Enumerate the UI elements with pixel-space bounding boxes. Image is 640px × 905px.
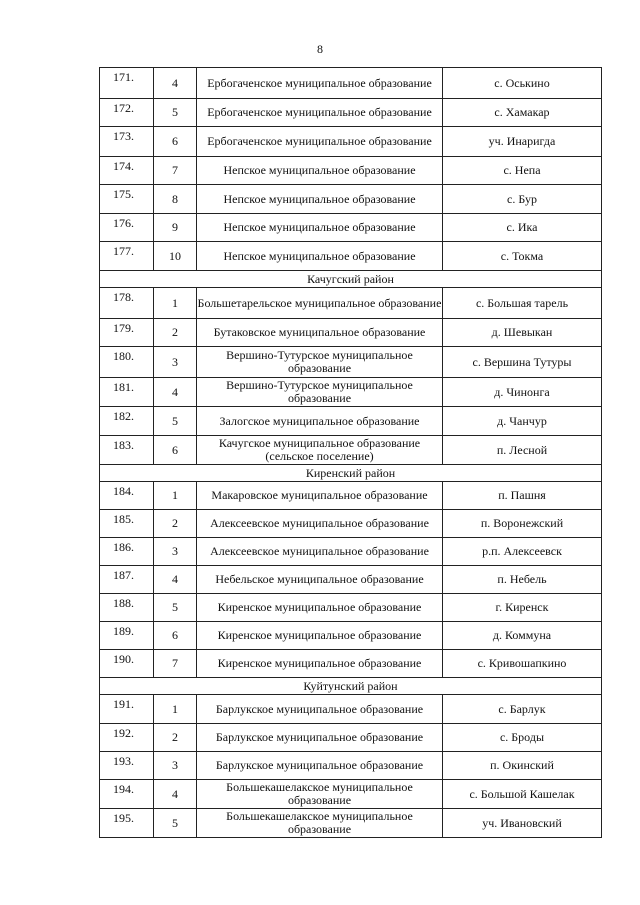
table-body — [100, 68, 602, 838]
table-row — [100, 510, 602, 538]
table-row — [100, 347, 602, 378]
municipality-name: Непское муниципальное образование — [197, 157, 443, 185]
settlement-name: д. Шевыкан — [443, 319, 602, 347]
row-number: 195. — [100, 809, 154, 838]
row-number: 186. — [100, 538, 154, 566]
table-row — [100, 99, 602, 127]
row-index: 6 — [154, 622, 197, 650]
row-index: 4 — [154, 378, 197, 407]
row-number: 173. — [100, 127, 154, 157]
table-row — [100, 809, 602, 838]
settlement-name: с. Непа — [443, 157, 602, 185]
row-index: 10 — [154, 242, 197, 271]
municipality-name: Небельское муниципальное образование — [197, 566, 443, 594]
row-index: 6 — [154, 436, 197, 465]
municipality-name: Непское муниципальное образование — [197, 185, 443, 214]
row-number: 176. — [100, 214, 154, 242]
row-number: 180. — [100, 347, 154, 378]
row-number: 184. — [100, 482, 154, 510]
settlement-name: г. Киренск — [443, 594, 602, 622]
settlement-name: п. Окинский — [443, 752, 602, 780]
district-name: Качугский район — [100, 271, 602, 288]
district-name: Киренский район — [100, 465, 602, 482]
row-number: 181. — [100, 378, 154, 407]
row-index: 2 — [154, 510, 197, 538]
municipality-name: Большекашелакское муниципальное образование — [197, 780, 443, 809]
row-index: 8 — [154, 185, 197, 214]
row-index: 4 — [154, 566, 197, 594]
row-index: 5 — [154, 99, 197, 127]
row-index: 9 — [154, 214, 197, 242]
table-row — [100, 538, 602, 566]
table-row — [100, 242, 602, 271]
settlement-name: с. Вершина Тутуры — [443, 347, 602, 378]
settlement-name: с. Кривошапкино — [443, 650, 602, 678]
table-row — [100, 436, 602, 465]
row-index: 4 — [154, 780, 197, 809]
row-number: 171. — [100, 68, 154, 99]
district-header-row — [100, 271, 602, 288]
district-header-row — [100, 678, 602, 695]
municipality-name: Залогское муниципальное образование — [197, 407, 443, 436]
settlement-name: с. Броды — [443, 724, 602, 752]
row-number: 187. — [100, 566, 154, 594]
municipality-name: Вершино-Тутурское муниципальное образование — [197, 347, 443, 378]
municipality-name: Непское муниципальное образование — [197, 214, 443, 242]
row-index: 6 — [154, 127, 197, 157]
municipality-name: Киренское муниципальное образование — [197, 622, 443, 650]
municipality-name: Барлукское муниципальное образование — [197, 695, 443, 724]
row-index: 4 — [154, 68, 197, 99]
settlement-name: п. Пашня — [443, 482, 602, 510]
row-index: 1 — [154, 482, 197, 510]
settlement-name: р.п. Алексеевск — [443, 538, 602, 566]
settlement-name: уч. Ивановский — [443, 809, 602, 838]
settlements-table — [99, 67, 602, 838]
page-number: 8 — [317, 42, 323, 56]
table-row — [100, 594, 602, 622]
settlement-name: д. Коммуна — [443, 622, 602, 650]
district-header-row — [100, 465, 602, 482]
row-number: 179. — [100, 319, 154, 347]
table-row — [100, 288, 602, 319]
settlement-name: с. Хамакар — [443, 99, 602, 127]
table-row — [100, 157, 602, 185]
row-number: 182. — [100, 407, 154, 436]
settlement-name: п. Небель — [443, 566, 602, 594]
row-number: 175. — [100, 185, 154, 214]
row-number: 185. — [100, 510, 154, 538]
settlement-name: с. Большой Кашелак — [443, 780, 602, 809]
table-row — [100, 650, 602, 678]
settlement-name: п. Воронежский — [443, 510, 602, 538]
row-index: 2 — [154, 319, 197, 347]
settlement-name: с. Токма — [443, 242, 602, 271]
settlement-name: с. Барлук — [443, 695, 602, 724]
row-number: 192. — [100, 724, 154, 752]
municipality-name: Алексеевское муниципальное образование — [197, 510, 443, 538]
row-index: 3 — [154, 538, 197, 566]
row-index: 7 — [154, 157, 197, 185]
row-index: 7 — [154, 650, 197, 678]
row-number: 177. — [100, 242, 154, 271]
table-row — [100, 482, 602, 510]
row-number: 194. — [100, 780, 154, 809]
row-index: 3 — [154, 347, 197, 378]
settlement-name: с. Большая тарель — [443, 288, 602, 319]
row-number: 191. — [100, 695, 154, 724]
table-row — [100, 185, 602, 214]
row-number: 172. — [100, 99, 154, 127]
table-row — [100, 319, 602, 347]
row-index: 5 — [154, 407, 197, 436]
table-row — [100, 752, 602, 780]
municipality-name: Ербогаченское муниципальное образование — [197, 127, 443, 157]
row-index: 2 — [154, 724, 197, 752]
municipality-name: Макаровское муниципальное образование — [197, 482, 443, 510]
row-index: 5 — [154, 594, 197, 622]
municipality-name: Киренское муниципальное образование — [197, 594, 443, 622]
row-number: 178. — [100, 288, 154, 319]
row-number: 174. — [100, 157, 154, 185]
table-row — [100, 127, 602, 157]
municipality-name: Большекашелакское муниципальное образование — [197, 809, 443, 838]
table-row — [100, 724, 602, 752]
row-index: 1 — [154, 288, 197, 319]
municipality-name: Ербогаченское муниципальное образование — [197, 99, 443, 127]
table-row — [100, 695, 602, 724]
settlement-name: д. Чанчур — [443, 407, 602, 436]
table-row — [100, 378, 602, 407]
municipality-name: Алексеевское муниципальное образование — [197, 538, 443, 566]
table-row — [100, 407, 602, 436]
row-number: 193. — [100, 752, 154, 780]
municipality-name: Ербогаченское муниципальное образование — [197, 68, 443, 99]
municipality-name: Вершино-Тутурское муниципальное образование — [197, 378, 443, 407]
municipality-name: Качугское муниципальное образование (сельское поселение) — [197, 436, 443, 465]
settlement-name: с. Бур — [443, 185, 602, 214]
municipality-name: Непское муниципальное образование — [197, 242, 443, 271]
municipality-name: Барлукское муниципальное образование — [197, 752, 443, 780]
row-index: 1 — [154, 695, 197, 724]
municipality-name: Бутаковское муниципальное образование — [197, 319, 443, 347]
table-row — [100, 214, 602, 242]
settlement-name: уч. Инаригда — [443, 127, 602, 157]
settlement-name: с. Оськино — [443, 68, 602, 99]
settlement-name: с. Ика — [443, 214, 602, 242]
row-index: 3 — [154, 752, 197, 780]
table-row — [100, 622, 602, 650]
table-row — [100, 780, 602, 809]
table-row — [100, 566, 602, 594]
table-row — [100, 68, 602, 99]
row-number: 190. — [100, 650, 154, 678]
municipality-name: Барлукское муниципальное образование — [197, 724, 443, 752]
municipality-name: Большетарельское муниципальное образование — [197, 288, 443, 319]
district-name: Куйтунский район — [100, 678, 602, 695]
municipality-name: Киренское муниципальное образование — [197, 650, 443, 678]
row-number: 183. — [100, 436, 154, 465]
settlement-name: п. Лесной — [443, 436, 602, 465]
row-number: 189. — [100, 622, 154, 650]
settlement-name: д. Чинонга — [443, 378, 602, 407]
row-number: 188. — [100, 594, 154, 622]
row-index: 5 — [154, 809, 197, 838]
